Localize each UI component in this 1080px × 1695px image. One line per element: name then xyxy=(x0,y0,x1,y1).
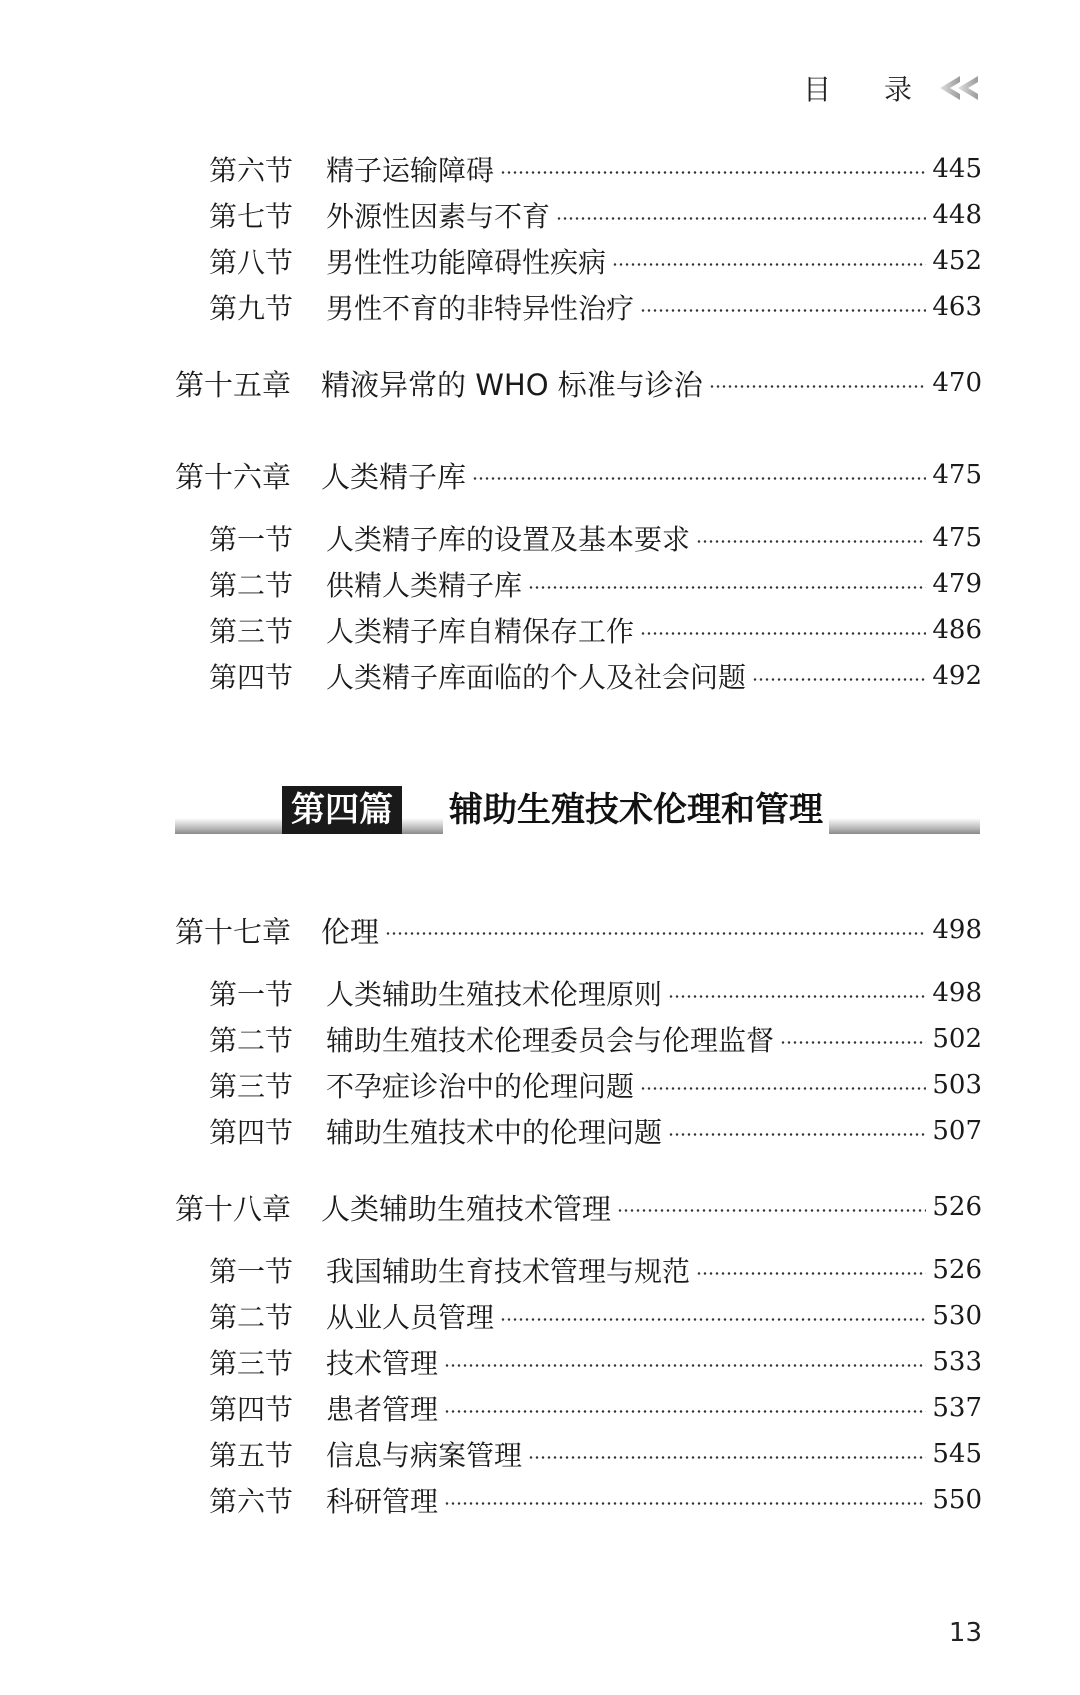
toc-entry[interactable] xyxy=(209,146,982,192)
entry-number: 第四节 xyxy=(209,1116,294,1149)
chapter-title: 精液异常的 WHO 标准与诊治 xyxy=(321,367,703,402)
entry-number: 第二节 xyxy=(209,569,294,602)
toc-entry[interactable] xyxy=(209,1016,982,1062)
entry-page: 526 xyxy=(932,1192,982,1222)
entry-number: 第七节 xyxy=(209,200,294,233)
entry-title: 科研管理 xyxy=(326,1485,439,1518)
toc-entry[interactable] xyxy=(209,607,982,653)
chapter-number: 第十八章 xyxy=(175,1191,292,1226)
toc-entry[interactable] xyxy=(209,970,982,1016)
chapter-title: 伦理 xyxy=(321,914,380,949)
chapter-title: 人类精子库 xyxy=(321,459,467,494)
entry-number: 第九节 xyxy=(209,292,294,325)
entry-page: 470 xyxy=(932,368,982,398)
dot-leader xyxy=(528,586,926,589)
entry-title: 男性不育的非特异性治疗 xyxy=(326,292,635,325)
entry-number: 第二节 xyxy=(209,1024,294,1057)
entry-page: 526 xyxy=(932,1255,982,1285)
dot-leader xyxy=(668,995,926,998)
entry-title: 人类辅助生殖技术伦理原则 xyxy=(326,978,663,1011)
dot-leader xyxy=(640,1087,926,1090)
toc-entry[interactable] xyxy=(209,515,982,561)
part-heading xyxy=(175,782,980,834)
entry-number: 第一节 xyxy=(209,523,294,556)
dot-leader xyxy=(709,385,927,388)
header-title: 目 录 xyxy=(803,73,934,106)
entry-page: 498 xyxy=(932,915,982,945)
dot-leader xyxy=(640,309,926,312)
dot-leader xyxy=(612,263,926,266)
entry-title: 从业人员管理 xyxy=(326,1301,495,1334)
entry-number: 第四节 xyxy=(209,1393,294,1426)
entry-number: 第六节 xyxy=(209,1485,294,1518)
page-number: 13 xyxy=(948,1618,982,1648)
dot-leader xyxy=(528,1456,926,1459)
entry-title: 信息与病案管理 xyxy=(326,1439,523,1472)
entry-title: 男性性功能障碍性疾病 xyxy=(326,246,607,279)
toc-entry[interactable] xyxy=(209,1385,982,1431)
dot-leader xyxy=(696,1272,926,1275)
entry-page: 503 xyxy=(932,1070,982,1100)
entry-page: 475 xyxy=(932,523,982,553)
toc-entry[interactable] xyxy=(209,1062,982,1108)
entry-page: 463 xyxy=(932,292,982,322)
entry-title: 不孕症诊治中的伦理问题 xyxy=(326,1070,635,1103)
chapter-number: 第十五章 xyxy=(175,367,292,402)
dot-leader xyxy=(444,1364,926,1367)
entry-title: 人类精子库自精保存工作 xyxy=(326,615,635,648)
toc-entry[interactable] xyxy=(209,1477,982,1523)
entry-number: 第一节 xyxy=(209,978,294,1011)
toc-chapter-entry[interactable] xyxy=(175,1184,982,1230)
toc-entry[interactable] xyxy=(209,561,982,607)
entry-page: 502 xyxy=(932,1024,982,1054)
entry-number: 第三节 xyxy=(209,1347,294,1380)
toc-chapter-entry[interactable] xyxy=(175,360,982,406)
entry-number: 第三节 xyxy=(209,615,294,648)
toc-chapter-entry[interactable] xyxy=(175,452,982,498)
entry-number: 第四节 xyxy=(209,661,294,694)
dot-leader xyxy=(472,477,926,480)
toc-entry[interactable] xyxy=(209,284,982,330)
dot-leader xyxy=(640,632,926,635)
dot-leader xyxy=(385,932,926,935)
dot-leader xyxy=(668,1133,926,1136)
dot-leader xyxy=(444,1502,926,1505)
entry-title: 我国辅助生育技术管理与规范 xyxy=(326,1255,691,1288)
entry-title: 人类精子库的设置及基本要求 xyxy=(326,523,691,556)
entry-number: 第六节 xyxy=(209,154,294,187)
entry-page: 492 xyxy=(932,661,982,691)
dot-leader xyxy=(780,1041,926,1044)
entry-title: 技术管理 xyxy=(326,1347,439,1380)
entry-page: 498 xyxy=(932,978,982,1008)
entry-number: 第三节 xyxy=(209,1070,294,1103)
toc-entry[interactable] xyxy=(209,1247,982,1293)
toc-entry[interactable] xyxy=(209,1108,982,1154)
part-title: 辅助生殖技术伦理和管理 xyxy=(443,786,829,834)
entry-page: 507 xyxy=(932,1116,982,1146)
toc-entry[interactable] xyxy=(209,653,982,699)
toc-entry[interactable] xyxy=(209,1293,982,1339)
entry-title: 供精人类精子库 xyxy=(326,569,523,602)
dot-leader xyxy=(444,1410,926,1413)
chapter-number: 第十七章 xyxy=(175,914,292,949)
entry-number: 第一节 xyxy=(209,1255,294,1288)
toc-chapter-entry[interactable] xyxy=(175,907,982,953)
entry-page: 530 xyxy=(932,1301,982,1331)
entry-title: 辅助生殖技术伦理委员会与伦理监督 xyxy=(326,1024,775,1057)
entry-page: 537 xyxy=(932,1393,982,1423)
toc-entry[interactable] xyxy=(209,1339,982,1385)
chapter-number: 第十六章 xyxy=(175,459,292,494)
dot-leader xyxy=(617,1209,926,1212)
entry-page: 445 xyxy=(932,154,982,184)
entry-page: 545 xyxy=(932,1439,982,1469)
entry-page: 479 xyxy=(932,569,982,599)
entry-page: 475 xyxy=(932,460,982,490)
entry-page: 452 xyxy=(932,246,982,276)
entry-title: 辅助生殖技术中的伦理问题 xyxy=(326,1116,663,1149)
entry-page: 448 xyxy=(932,200,982,230)
dot-leader xyxy=(500,171,926,174)
entry-number: 第五节 xyxy=(209,1439,294,1472)
dot-leader xyxy=(752,678,926,681)
dot-leader xyxy=(500,1318,926,1321)
dot-leader xyxy=(696,540,926,543)
entry-number: 第八节 xyxy=(209,246,294,279)
dot-leader xyxy=(556,217,926,220)
entry-title: 患者管理 xyxy=(326,1393,439,1426)
entry-title: 精子运输障碍 xyxy=(326,154,495,187)
entry-title: 外源性因素与不育 xyxy=(326,200,551,233)
toc-entry[interactable] xyxy=(209,1431,982,1477)
entry-title: 人类精子库面临的个人及社会问题 xyxy=(326,661,747,694)
chapter-title: 人类辅助生殖技术管理 xyxy=(321,1191,612,1226)
entry-page: 550 xyxy=(932,1485,982,1515)
part-label: 第四篇 xyxy=(282,786,402,834)
entry-number: 第二节 xyxy=(209,1301,294,1334)
entry-page: 486 xyxy=(932,615,982,645)
toc-entry[interactable] xyxy=(209,192,982,238)
entry-page: 533 xyxy=(932,1347,982,1377)
toc-entry[interactable] xyxy=(209,238,982,284)
